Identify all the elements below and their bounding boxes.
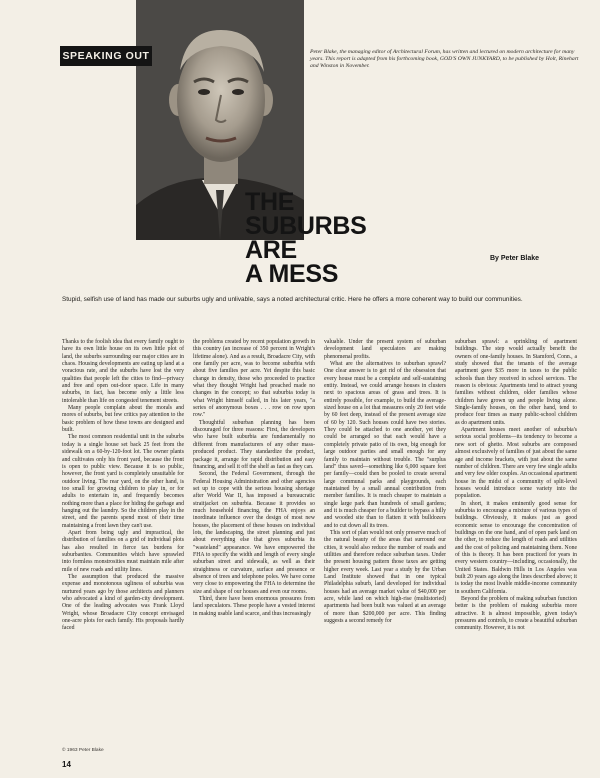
- text-column: [62, 339, 184, 633]
- paragraph: Thanks to the foolish idea that every family ought to have its own little house on its own little plot of land, the suburbs surrounding our major cities are in chaos. Housing developments are eating up land at a voracious rate, and the suburbs have lost the very qualities that people left the cities to find—privacy and free and open out-door space. Life in many suburbs, in fact, has become only a little less intolerable than life on congested tenement streets.: [62, 339, 184, 404]
- article-title: [245, 190, 395, 286]
- title-line: A MESS: [245, 260, 339, 288]
- article-dek: Stupid, selfish use of land has made our suburbs ugly and unlivable, says a noted architectural critic. Here he offers a more coherent way to build our communities.: [62, 296, 523, 303]
- byline: By Peter Blake: [490, 255, 540, 262]
- paragraph: In short, it makes eminently good sense for suburbia to encourage a mixture of various types of buildings. Obviously, it makes just as good economic sense to encourage the concentration of buildings on the one hand, and of open park land on the other, to reduce the length of roads and utilities and the cost of policing and maintaining them. None of this is theory. It has been practiced for years in every western country—including, occasionally, the United States. Baldwin Hills in Los Angeles was built 20 years ago along the lines described above; it is today the most livable middle-income community in southern California.: [455, 500, 577, 595]
- paragraph: suburban sprawl: a sprinkling of apartment buildings. The step would actually benefit the owners of one-family houses. In Stamford, Conn., a study showed that the tenants of the average apartment gave $35 more in taxes to the public schools than they received in school services. The reason is obvious: Apartments tend to attract young families without children, older families whose children have grown up and people living alone. Single-family houses, on the other hand, tend to produce four times as many public-school children as do apartment units.: [455, 339, 577, 426]
- paragraph: Thoughtful suburban planning has been discouraged for three reasons: First, the developers who have built suburbia are fundamentally no different from manufacturers of any other mass-produced product. They standardize the product, package it, arrange for rapid distribution and easy financing, and sell it off the shelf as fast as they can.: [193, 419, 315, 470]
- author-bio: Peter Blake, the managing editor of Architectural Forum, has written and lectured on modern architecture for many years. This report is adapted from his forthcoming book, GOD'S OWN JUNKYARD, to be published by Holt, Rinehart and Winston in November.: [310, 49, 579, 70]
- paragraph: This sort of plan would not only preserve much of the natural beauty of the areas that surround our cities, it would also reduce the number of roads and utilities and therefore reduce suburban taxes. Under the present housing pattern those taxes are getting higher every week. Last year a study by the Urban Land Institute showed that in one typical Philadelphia suburb, land developed for individual houses had an average market value of $40,000 per acre, while land on which high-rise (multistoried) apartments had been built was valued at an average of more than $200,000 per acre. This finding suggests a second remedy for: [324, 529, 446, 625]
- title-line: SUBURBS: [245, 212, 367, 240]
- text-column: [324, 339, 446, 633]
- paragraph: The assumption that produced the massive expense and monotonous ugliness of suburbia was nurtured years ago by those architects and planners who advocated a kind of garden-city development. One of the leading advocates was Frank Lloyd Wright, whose Broadacre City concept envisaged one-acre plots for each family. His proposals hardly faced: [62, 574, 184, 632]
- copyright-notice: © 1963 Peter Blake: [62, 748, 104, 753]
- paragraph: Apart from being ugly and impractical, the distribution of families on a grid of individual plots has also resulted in fierce tax burdens for suburbanites. Communities which have sprawled into formless monstrosities must maintain mile after mile of new roads and utility lines.: [62, 529, 184, 573]
- section-banner: SPEAKING OUT: [60, 46, 152, 66]
- paragraph: Beyond the problem of making suburban function better is the problem of making suburbia more attractive. It is almost impossible, given today's pressures and controls, to create a beautiful suburban community. However, it is not: [455, 596, 577, 632]
- text-column: [193, 339, 315, 633]
- page-number: 14: [62, 760, 71, 769]
- paragraph: the problems created by recent population growth in this country (an increase of 350 percent in Wright's lifetime alone). And as a result, Broadacre City, with one family per acre, was to become suburbia with about five families per acre. Yet despite this basic change in density, those who proceeded to practice what they thought Wright had preached made no changes in the concept; so that suburbia today is what Wright himself called, in his later years, "a series of anonymous boxes . . . row on row upon row.": [193, 339, 315, 419]
- text-column: [455, 339, 577, 633]
- paragraph: valuable. Under the present system of suburban development land speculators are making phenomenal profits.: [324, 339, 446, 360]
- title-line: ARE: [245, 236, 297, 264]
- paragraph: Apartment houses meet another of suburbia's serious social problems—its tendency to become a new sort of ghetto. Most suburbs are composed almost exclusively of families of just about the same age and income brackets, with just about the same number of children. There are very few single adults and very few older couples. An occasional apartment house in the midst of a community of split-level houses would introduce some variety into the population.: [455, 427, 577, 500]
- title-line: THE: [245, 188, 295, 216]
- paragraph: Second, the Federal Government, through the Federal Housing Administration and other agencies set up to cope with the serious housing shortage after World War II, has imposed a bureaucratic straitjacket on suburbia. Because it provides so much household financing, the FHA enjoys an inordinate influence over the design of most new houses, the placement of these houses on individual lots, the landscaping, the street planning and just about everything else that gives suburbia its "wasteland" appearance. We have empowered the FHA to specify the width and length of every single suburban street and sidewalk, as well as their straightness or curvature, surface and presence or absence of trees and telephone poles. We have come very close to empowering the FHA to determine the size and shape of our houses and even our rooms.: [193, 471, 315, 595]
- paragraph: What are the alternatives to suburban sprawl? One clear answer is to get rid of the obsession that every house must be a complete and self-sustaining entity. Instead, we could arrange houses in clusters next to spacious areas of grass and trees. It is entirely possible, for example, to build the average-sized house on a lot that measures only 20 feet wide by 60 feet deep, instead of the present average size of 60 by 120. Such houses could have two stories. They could be attached to one another, yet they could be arranged so that each would have a completely private patio of its own, big enough for large outdoor parties and small enough for any family to maintain without trouble. The "surplus land" thus saved—something like 6,000 square feet per family—could then be pooled to create several large communal parks and playgrounds, each maintained by a small annual contribution from member families. It is much cheaper to maintain a single large park than hundreds of small gardens; and it is much cheaper for a builder to bypass a hilly and wooded site than to flatten it with bulldozers and to cut down all its trees.: [324, 361, 446, 529]
- paragraph: The most common residential unit in the suburbs today is a single house set back 25 feet from the sidewalk on a 60-by-120-foot lot. The owner plants and cultivates only his front yard, because the front is open to public view. Because it is so public, however, the front yard is completely unsuitable for outdoor living. The rear yard, on the other hand, is too small for growing children to play in, or for adults to entertain in, and frequently becomes nothing more than a place for hiding the garbage and hanging out the laundry. So the children play in the street, and the parents spend most of their time maintaining a front lawn they can't use.: [62, 434, 184, 529]
- paragraph: Many people complain about the morals and mores of suburbs, but few critics pay attention to the basic problem of how these towns are designed and built.: [62, 405, 184, 434]
- paragraph: Third, there have been enormous pressures from land speculators. These people have a vested interest in making usable land scarce, and thus increasingly: [193, 596, 315, 617]
- article-body: [62, 339, 582, 633]
